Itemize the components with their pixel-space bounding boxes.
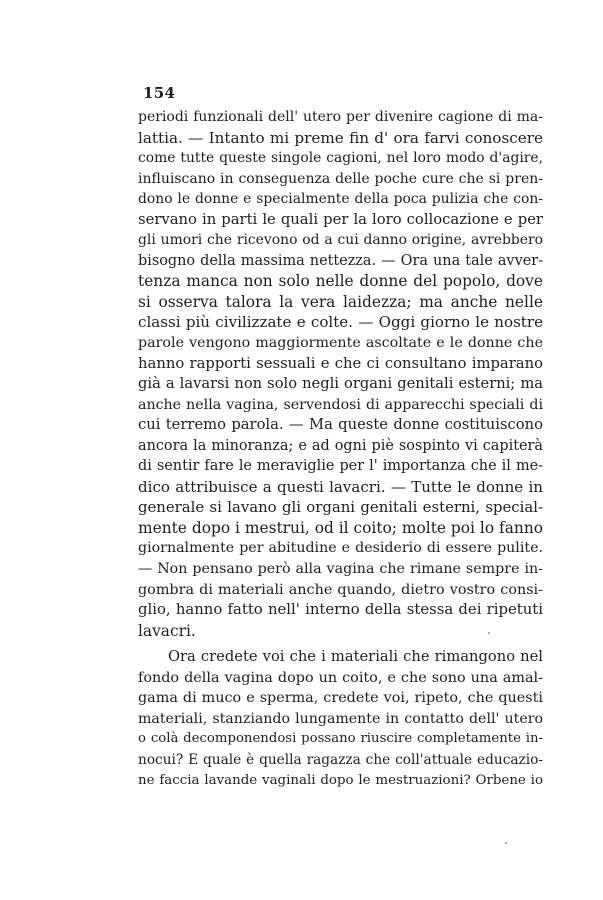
text-line: — Non pensano però alla vagina che rimane sempre in- (138, 561, 543, 578)
text-line: parole vengono maggiormente ascoltate e le donne che (138, 335, 543, 352)
text-line: di sentir fare le meraviglie per l' importanza che il me- (138, 458, 543, 475)
text-line: gombra di materiali anche quando, dietro vostro consi- (138, 581, 543, 598)
text-line: glio, hanno fatto nell' interno della stessa dei ripetuti (138, 601, 543, 619)
text-line: hanno rapporti sessuali e che ci consultano imparano (138, 354, 543, 372)
text-line: come tutte queste singole cagioni, nel loro modo d'agire, (138, 150, 543, 167)
text-line: fondo della vagina dopo un coito, e che sono una amal- (138, 669, 543, 686)
text-line: gama di muco e sperma, credete voi, ripeto, che questi (138, 690, 543, 707)
text-line: materiali, stanziando lungamente in contatto dell' utero (138, 710, 543, 727)
text-line: servano in parti le quali per la loro collocazione e per (138, 210, 543, 228)
text-line: ancora la minoranza; e ad ogni piè sospinto vi capiterà (138, 437, 543, 454)
text-line: Ora credete voi che i materiali che rimangono nel (168, 648, 543, 666)
text-line: gli umori che ricevono od a cui danno origine, avrebbero (138, 232, 543, 249)
text-line: classi più civilizzate e colte. — Oggi giorno le nostre (138, 313, 543, 332)
text-line: dono le donne e specialmente della poca pulizia che con- (138, 191, 543, 208)
text-line: bisogno della massima nettezza. — Ora una tale avver- (138, 252, 543, 269)
text-line: o colà decomponendosi possano riuscire completamente in- (138, 731, 543, 747)
page-body (138, 107, 543, 791)
text-line: giornalmente per abitudine e desiderio di essere pulite. (138, 540, 543, 557)
text-line: ne faccia lavande vaginali dopo le mestruazioni? Orbene io (138, 772, 543, 788)
text-line: lavacri. (138, 621, 196, 640)
text-line: influiscano in conseguenza delle poche cure che si pren- (138, 170, 543, 187)
text-line: lattia. — Intanto mi preme fin d' ora farvi conoscere (138, 128, 543, 147)
text-line: tenza manca non solo nelle donne del popolo, dove (138, 272, 543, 291)
text-line: già a lavarsi non solo negli organi genitali esterni; ma (138, 375, 543, 393)
text-line: dico attribuisce a questi lavacri. — Tutte le donne in (138, 477, 543, 496)
text-line: mente dopo i mestrui, od il coito; molte poi lo fanno (138, 518, 543, 537)
text-line: cui terremo parola. — Ma queste donne costituiscono (138, 416, 543, 434)
text-line: nocui? E quale è quella ragazza che coll'attuale educazio- (138, 751, 543, 768)
text-line: anche nella vagina, servendosi di apparecchi speciali di (138, 396, 543, 413)
page-number: 154 (143, 84, 176, 102)
text-line: si osserva talora la vera laidezza; ma anche nelle (138, 292, 543, 311)
text-line: generale si lavano gli organi genitali esterni, special- (138, 498, 543, 517)
text-line: periodi funzionali dell' utero per divenire cagione di ma- (138, 109, 543, 125)
ink-speck (505, 842, 507, 844)
ink-speck (488, 632, 490, 634)
